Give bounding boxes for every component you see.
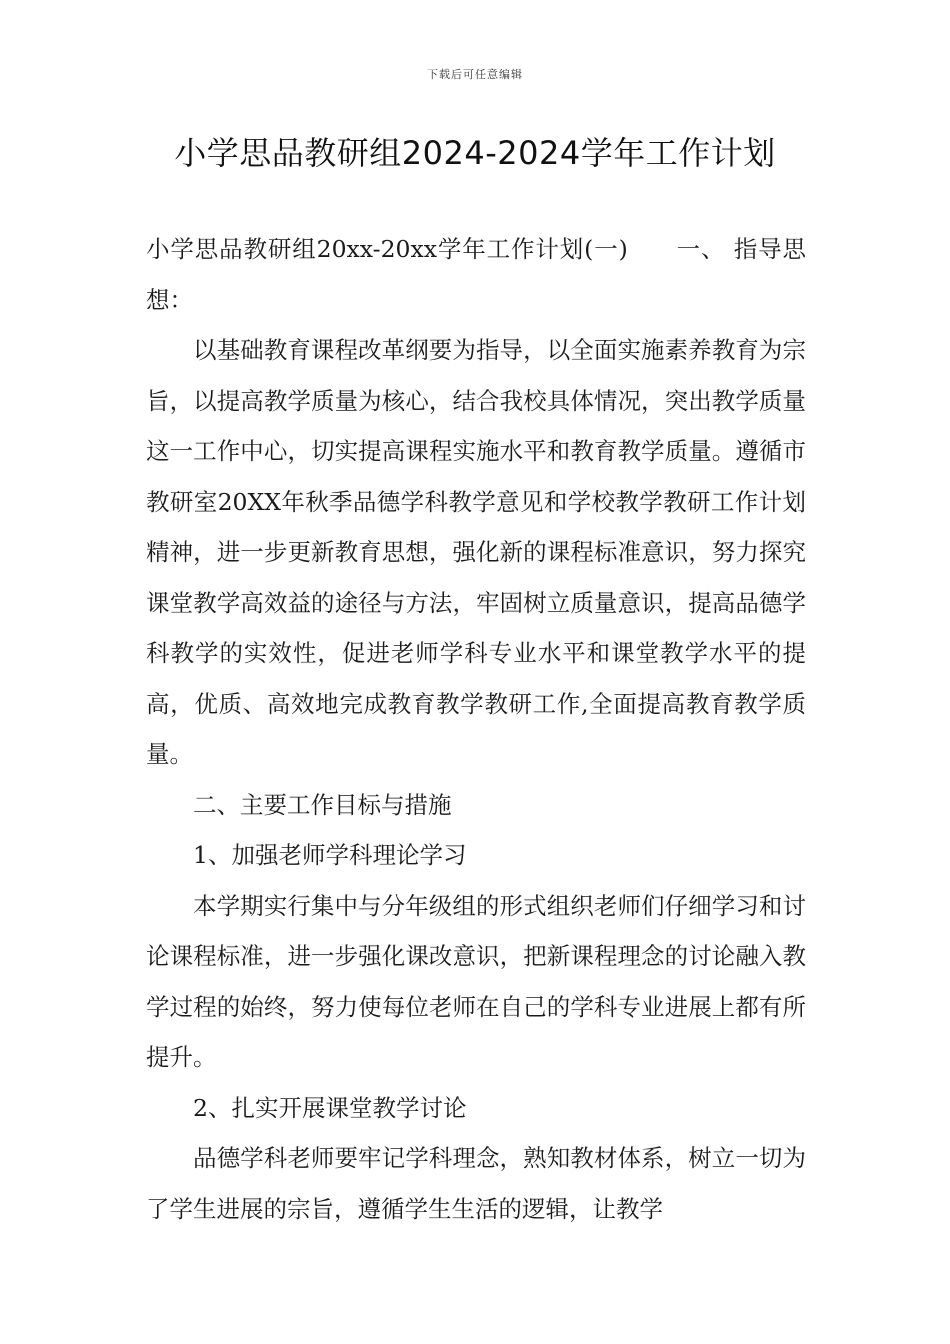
header-note: 下载后可任意编辑	[427, 68, 523, 81]
paragraph-theory-study: 本学期实行集中与分年级组的形式组织老师们仔细学习和讨论课程标准，进一步强化课改意识，把新课程理念的讨论融入教学过程的始终，努力使每位老师在自己的学科专业进展上都有所提升。	[146, 891, 806, 1071]
document-title: 小学思品教研组2024-2024学年工作计划	[174, 134, 776, 172]
section-heading-goals: 二、主要工作目标与措施	[193, 790, 452, 819]
section-heading-guiding: 一、 指导思想：	[146, 235, 806, 314]
plan-subtitle: 小学思品教研组20xx-20xx学年工作计划(一)	[146, 235, 628, 263]
paragraph-classroom-research: 品德学科老师要牢记学科理念，熟知教材体系，树立一切为了学生进展的宗旨，遵循学生生活的逻辑，让教学	[146, 1144, 806, 1223]
subheading-classroom-research: 2、扎实开展课堂教学讨论	[193, 1093, 467, 1122]
intro-paragraph	[146, 224, 806, 325]
paragraph-guiding-thought: 以基础教育课程改革纲要为指导，以全面实施素养教育为宗旨，以提高教学质量为核心，结合我校具体情况，突出教学质量这一工作中心，切实提高课程实施水平和教育教学质量。遵循市教研室20XX年秋季品德学科教学意见和学校教学教研工作计划精神，进一步更新教育思想，强化新的课程标准意识，努力探究课堂教学高效益的途径与方法，牢固树立质量意识，提高品德学科教学的实效性，促进老师学科专业水平和课堂教学水平的提高，优质、高效地完成教育教学教研工作,全面提高教育教学质量。	[146, 336, 806, 768]
subheading-theory-study: 1、加强老师学科理论学习	[193, 841, 467, 869]
document-body	[146, 224, 806, 1234]
